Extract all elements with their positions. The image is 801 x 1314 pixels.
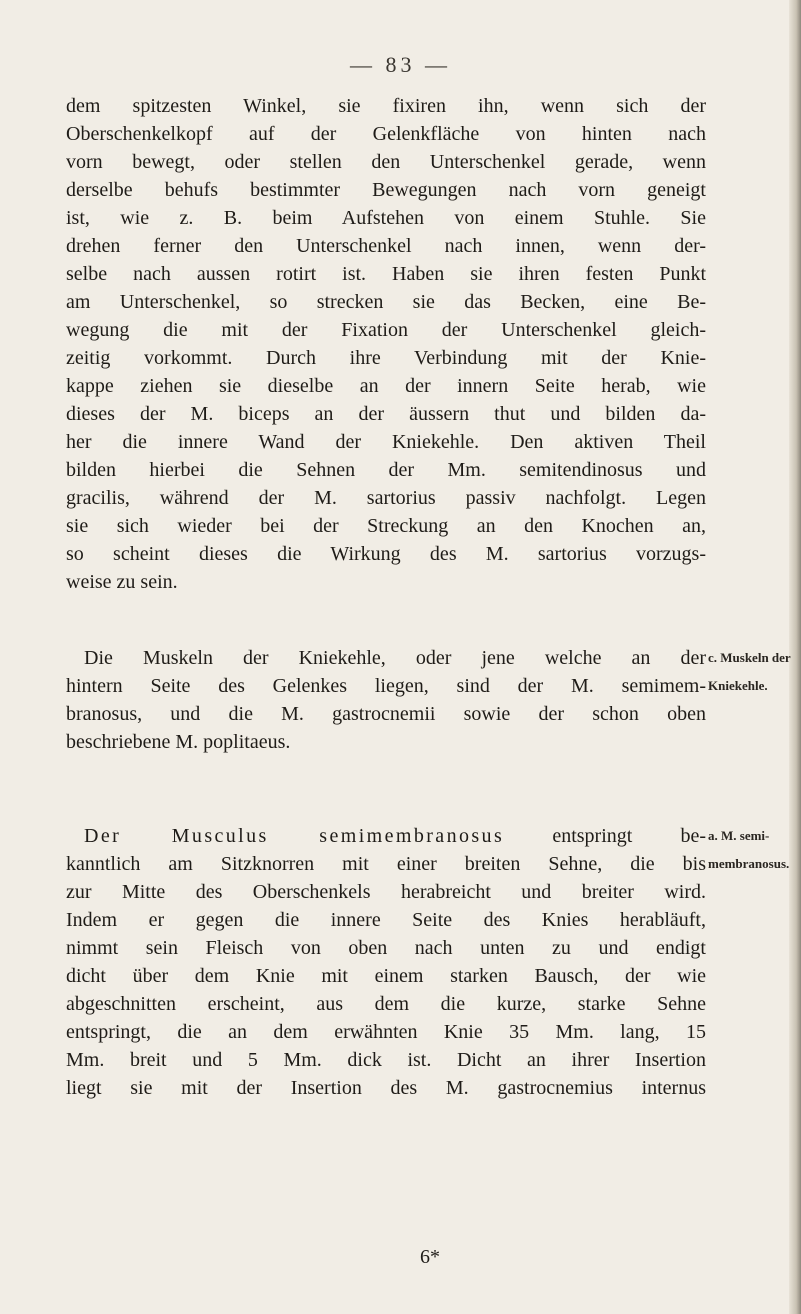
text-line: drehen ferner den Unterschenkel nach innen, wenn der- xyxy=(66,235,706,257)
margin-note-kniekehle xyxy=(708,644,791,700)
text-line: hintern Seite des Gelenkes liegen, sind der M. semimem- xyxy=(66,675,706,697)
text-line: derselbe behufs bestimmter Bewegungen nach vorn geneigt xyxy=(66,179,706,201)
text-line: wegung die mit der Fixation der Unterschenkel gleich- xyxy=(66,319,706,341)
text-line: her die innere Wand der Kniekehle. Den aktiven Theil xyxy=(66,431,706,453)
text-line: abgeschnitten erscheint, aus dem die kurze, starke Sehne xyxy=(66,993,706,1015)
text-line: dieses der M. biceps an der äussern thut und bilden da- xyxy=(66,403,706,425)
signature-mark: 6* xyxy=(420,1246,440,1268)
text-line: kanntlich am Sitzknorren mit einer breiten Sehne, die bis xyxy=(66,853,706,875)
margin-note-semimembranosus xyxy=(708,822,789,878)
text-line: nimmt sein Fleisch von oben nach unten zu und endigt xyxy=(66,937,706,959)
paragraph-2 xyxy=(66,644,706,756)
text-line: entspringt, die an dem erwähnten Knie 35 Mm. lang, 15 xyxy=(66,1021,706,1043)
text-line: Mm. breit und 5 Mm. dick ist. Dicht an ihrer Insertion xyxy=(66,1049,706,1071)
paragraph-1 xyxy=(66,92,706,596)
text-line: gracilis, während der M. sartorius passiv nachfolgt. Legen xyxy=(66,487,706,509)
margin-note-line: c. Muskeln der xyxy=(708,650,791,665)
text-line: ist, wie z. B. beim Aufstehen von einem Stuhle. Sie xyxy=(66,207,706,229)
text-line: Indem er gegen die innere Seite des Knies herabläuft, xyxy=(66,909,706,931)
text-run: entspringt be- xyxy=(552,825,706,847)
text-line: selbe nach aussen rotirt ist. Haben sie ihren festen Punkt xyxy=(66,263,706,285)
text-line: kappe ziehen sie dieselbe an der innern Seite herab, wie xyxy=(66,375,706,397)
text-line: liegt sie mit der Insertion des M. gastrocnemius internus xyxy=(66,1077,706,1099)
text-line: dem spitzesten Winkel, sie fixiren ihn, wenn sich der xyxy=(66,95,706,117)
section-heading: Der Musculus semimembranosus xyxy=(84,825,505,847)
text-line: weise zu sein. xyxy=(66,571,178,593)
text-line: am Unterschenkel, so strecken sie das Becken, eine Be- xyxy=(66,291,706,313)
text-line: sie sich wieder bei der Streckung an den Knochen an, xyxy=(66,515,706,537)
text-line: Die Muskeln der Kniekehle, oder jene welche an der xyxy=(84,647,706,669)
text-line: Oberschenkelkopf auf der Gelenkfläche von hinten nach xyxy=(66,123,706,145)
margin-note-line: a. M. semi- xyxy=(708,828,770,843)
text-line: so scheint dieses die Wirkung des M. sartorius vorzugs- xyxy=(66,543,706,565)
text-line: zur Mitte des Oberschenkels herabreicht und breiter wird. xyxy=(66,881,706,903)
margin-note-line: membranosus. xyxy=(708,856,790,871)
text-line: beschriebene M. poplitaeus. xyxy=(66,731,291,753)
margin-note-line: Kniekehle. xyxy=(708,678,768,693)
text-line: vorn bewegt, oder stellen den Unterschenkel gerade, wenn xyxy=(66,151,706,173)
text-line: zeitig vorkommt. Durch ihre Verbindung mit der Knie- xyxy=(66,347,706,369)
text-line: dicht über dem Knie mit einem starken Bausch, der wie xyxy=(66,965,706,987)
paragraph-3 xyxy=(66,822,706,1102)
text-line xyxy=(66,822,706,850)
text-line: branosus, und die M. gastrocnemii sowie der schon oben xyxy=(66,703,706,725)
page-number: — 83 — xyxy=(350,52,451,77)
text-line: bilden hierbei die Sehnen der Mm. semitendinosus und xyxy=(66,459,706,481)
